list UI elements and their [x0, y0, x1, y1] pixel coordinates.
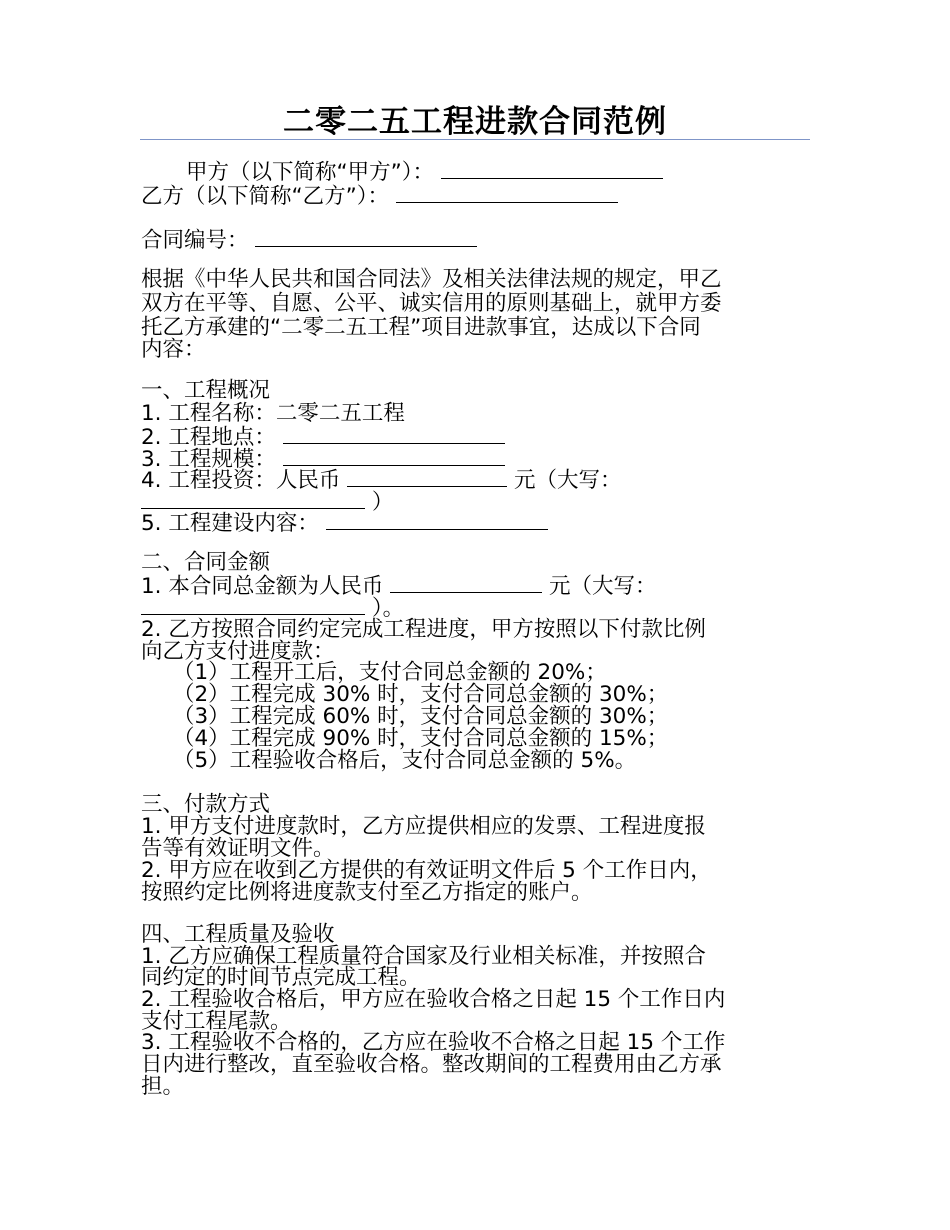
project-scale-label: 3. 工程规模：	[141, 447, 276, 472]
quality-line: 日内进行整改，直至验收合格。整改期间的工程费用由乙方承	[141, 1052, 722, 1077]
payment-method-line: 1. 甲方支付进度款时，乙方应提供相应的发票、工程进度报	[141, 814, 706, 839]
payment-method-line: 告等有效证明文件。	[141, 836, 335, 861]
title-underline	[140, 139, 810, 140]
contract-amount-blank	[390, 574, 542, 593]
project-investment-blank	[347, 468, 507, 487]
payment-schedule-item: （2）工程完成 30% 时，支付合同总金额的 30%；	[173, 682, 669, 707]
quality-line: 2. 工程验收合格后，甲方应在验收合格之日起 15 个工作日内	[141, 987, 726, 1012]
contract-number-blank	[255, 228, 477, 247]
section-2-heading: 二、合同金额	[141, 550, 271, 575]
preamble-line: 内容：	[141, 337, 206, 362]
section-4-heading: 四、工程质量及验收	[141, 922, 335, 947]
party-b-label: 乙方（以下简称“乙方”）：	[141, 184, 390, 209]
project-scale-blank	[283, 447, 505, 466]
preamble-line: 双方在平等、自愿、公平、诚实信用的原则基础上，就甲方委	[141, 291, 722, 316]
party-a-blank	[441, 160, 663, 179]
payment-schedule-item: （5）工程验收合格后，支付合同总金额的 5%。	[173, 748, 637, 773]
construction-content-label: 5. 工程建设内容：	[141, 511, 319, 536]
project-investment-label: 4. 工程投资：人民币	[141, 468, 341, 493]
preamble-line: 根据《中华人民共和国合同法》及相关法律法规的规定，甲乙	[141, 267, 722, 292]
contract-amount-words-blank	[141, 596, 365, 615]
party-a-line	[186, 160, 663, 185]
quality-line: 支付工程尾款。	[141, 1009, 292, 1034]
section-1-heading: 一、工程概况	[141, 378, 271, 403]
project-name-line: 1. 工程名称：二零二五工程	[141, 401, 405, 426]
payment-schedule-item: （4）工程完成 90% 时，支付合同总金额的 15%；	[173, 726, 669, 751]
construction-content-line	[141, 511, 548, 536]
construction-content-blank	[326, 511, 548, 530]
preamble-line: 托乙方承建的“二零二五工程”项目进款事宜，达成以下合同	[141, 315, 701, 340]
party-b-blank	[396, 184, 618, 203]
quality-line: 1. 乙方应确保工程质量符合国家及行业相关标准，并按照合	[141, 944, 706, 969]
project-location-label: 2. 工程地点：	[141, 425, 276, 450]
project-location-blank	[283, 425, 505, 444]
progress-payment-line: 向乙方支付进度款：	[141, 639, 335, 664]
quality-line: 同约定的时间节点完成工程。	[141, 965, 421, 990]
project-investment-close: ）	[371, 490, 394, 515]
contract-amount-label: 1. 本合同总金额为人民币	[141, 574, 384, 599]
document-title: 二零二五工程进款合同范例	[283, 104, 667, 140]
payment-schedule-item: （3）工程完成 60% 时，支付合同总金额的 30%；	[173, 704, 669, 729]
contract-amount-close: ）。	[371, 596, 405, 621]
payment-method-line: 按照约定比例将进度款支付至乙方指定的账户。	[141, 880, 593, 905]
contract-amount-suffix: 元（大写：	[549, 574, 657, 599]
payment-method-line: 2. 甲方应在收到乙方提供的有效证明文件后 5 个工作日内，	[141, 858, 712, 883]
party-a-label: 甲方（以下简称“甲方”）：	[186, 160, 435, 185]
contract-number-line	[141, 228, 477, 253]
section-3-heading: 三、付款方式	[141, 792, 271, 817]
quality-line: 3. 工程验收不合格的，乙方应在验收不合格之日起 15 个工作	[141, 1030, 726, 1055]
contract-number-label: 合同编号：	[141, 228, 249, 253]
project-investment-suffix: 元（大写：	[514, 468, 622, 493]
progress-payment-line: 2. 乙方按照合同约定完成工程进度，甲方按照以下付款比例	[141, 617, 706, 642]
payment-schedule-item: （1）工程开工后，支付合同总金额的 20%；	[173, 660, 607, 685]
quality-line: 担。	[141, 1074, 185, 1099]
project-investment-words-blank	[141, 490, 365, 509]
party-b-line	[141, 184, 618, 209]
